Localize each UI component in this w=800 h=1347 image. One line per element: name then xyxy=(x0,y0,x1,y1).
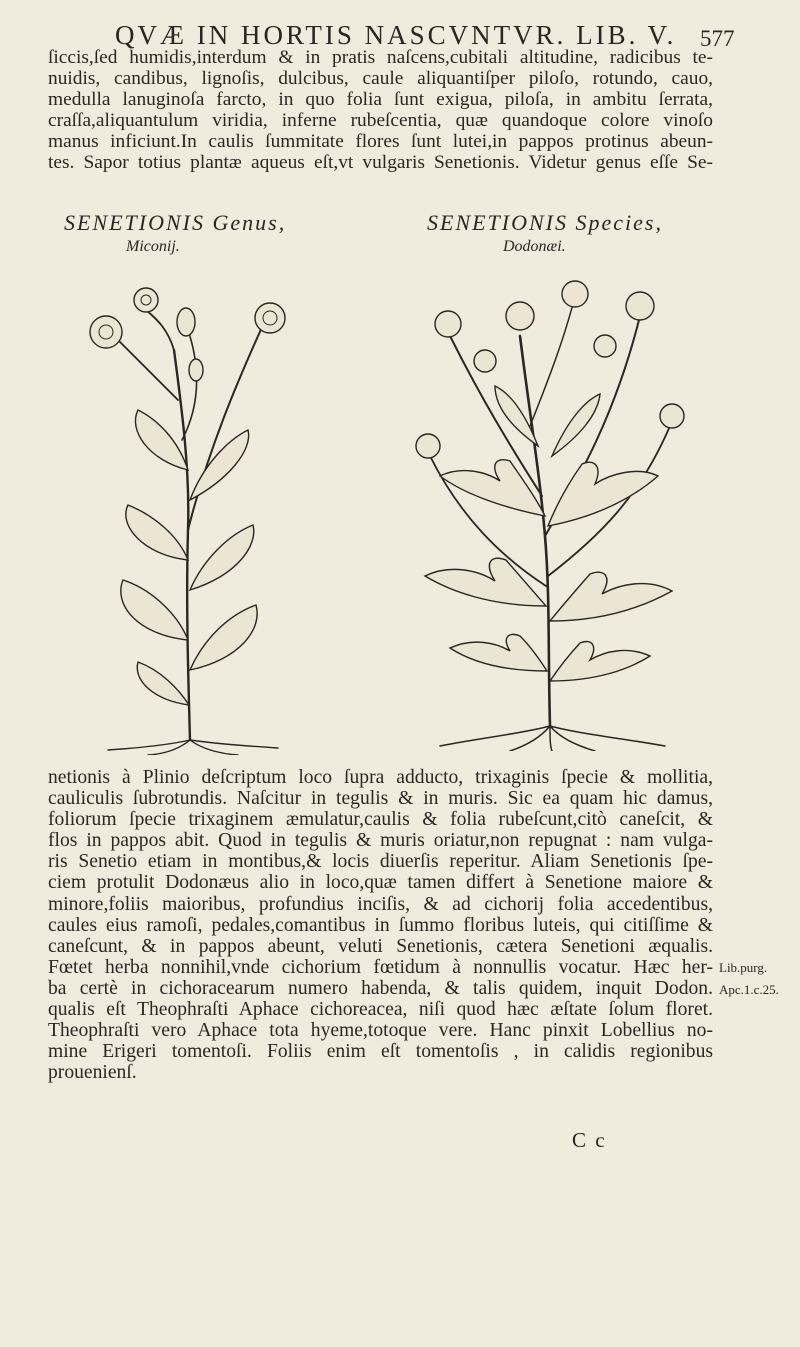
text-line: mine Erigeri tomentoſi. Foliis enim eſt tomentoſis , in calidis regionibus xyxy=(48,1041,713,1063)
figure-subcaption-right: Dodonæi. xyxy=(503,238,566,255)
paragraph-bottom xyxy=(48,767,713,1083)
signature-mark: C c xyxy=(572,1128,607,1152)
text-line: medulla lanuginoſa farcto, in quo folia ſunt exigua, piloſa, in ambitu ſerrata, xyxy=(48,88,713,110)
text-line: nuidis, candibus, lignoſis, dulcibus, caule aliquantiſper piloſo, rotundo, cauo, xyxy=(48,67,713,89)
text-line: ſiccis,ſed humidis,interdum & in pratis naſcens,cubitali altitudine, radicibus te- xyxy=(48,47,713,68)
flower-head xyxy=(255,303,285,333)
page-number: 577 xyxy=(700,26,735,51)
text-line: craſſa,aliquantulum viridia, inferne rubeſcentia, quæ quandoque colore vinoſo xyxy=(48,109,713,131)
text-line: ciem protulit Dodonæus alio in loco,quæ tamen differt à Senetione maiore & xyxy=(48,872,713,894)
margin-note: Apc.1.c.25. xyxy=(719,982,779,997)
flower-head xyxy=(90,316,122,348)
text-line: netionis à Plinio deſcriptum loco ſupra adducto, trixaginis ſpecie & mollitia, xyxy=(48,767,713,788)
text-line: ris Senetio etiam in montibus,& locis diuerſis reperitur. Aliam Senetionis ſpe- xyxy=(48,851,713,873)
text-line: minore,foliis maioribus, profundius inciſis, & ad cichorij folia accedentibus, xyxy=(48,893,713,915)
text-line: prouenienſ. xyxy=(48,1062,137,1084)
woodcut-illustration-left xyxy=(78,270,308,755)
text-line: Fœtet herba nonnihil,vnde cichorium fœtidum à nonnullis vocatur. Hæc her- xyxy=(48,956,713,978)
text-line: caneſcunt, & in pappos abeunt, veluti Senetionis, cætera Senetioni æqualis. xyxy=(48,935,713,957)
figure-subcaption-left: Miconij. xyxy=(126,238,180,255)
text-line: foliorum ſpecie trixaginem æmulatur,caulis & folia rubeſcunt,citò caneſcit, & xyxy=(48,809,713,831)
figure-caption-right: SENETIONIS Species, xyxy=(427,210,663,235)
margin-note: Lib.purg. xyxy=(719,960,768,975)
text-line: Theophraſti vero Aphace tota hyeme,totoque vere. Hanc pinxit Lobellius no- xyxy=(48,1020,713,1042)
text-line: ba certè in cichoracearum numero habenda, & talis quidem, inquit Dodon. xyxy=(48,977,713,999)
text-line: cauliculis ſubrotundis. Naſcitur in tegulis & in muris. Sic ea quam hic damus, xyxy=(48,788,713,810)
paragraph-top xyxy=(48,48,713,173)
flower-head xyxy=(134,288,158,312)
text-line: qualis eſt Theophraſti Aphace cichoreacea, niſi quod hæc æſtate ſolum floret. xyxy=(48,999,713,1021)
text-line: caules eius ramoſi, pedales,comantibus in ſummo floribus luteis, qui citiſſime & xyxy=(48,914,713,936)
text-line: tes. Sapor totius plantæ aqueus eſt,vt vulgaris Senetionis. Videtur genus eſſe Se- xyxy=(48,151,713,173)
text-line: manus inficiunt.In caulis ſummitate flores ſunt lutei,in pappos protinus abeun- xyxy=(48,130,713,152)
figure-caption-left: SENETIONIS Genus, xyxy=(64,210,287,235)
text-line: flos in pappos abit. Quod in tegulis & muris oriatur,non repugnat : nam vulga- xyxy=(48,830,713,852)
running-title: QVÆ IN HORTIS NASCVNTVR. LIB. V. xyxy=(115,20,677,50)
woodcut-illustration-right xyxy=(400,276,700,751)
